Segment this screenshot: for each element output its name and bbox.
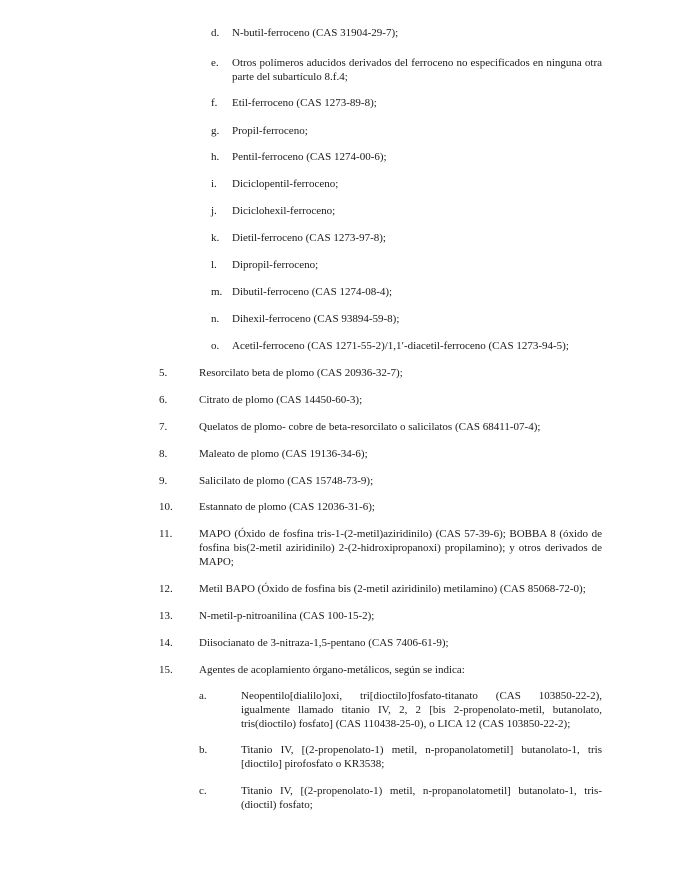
- item-number: 7.: [159, 421, 168, 433]
- item-text: Metil BAPO (Óxido de fosfina bis (2-metil aziridinilo) metilamino) (CAS 85068-72-0);: [199, 583, 586, 595]
- item-label: i.: [211, 178, 217, 190]
- item-number: 6.: [159, 394, 168, 406]
- item-text: Dietil-ferroceno (CAS 1273-97-8);: [232, 232, 386, 244]
- item-text: Acetil-ferroceno (CAS 1271-55-2)/1,1′-diacetil-ferroceno (CAS 1273-94-5);: [232, 340, 569, 352]
- item-label: k.: [211, 232, 220, 244]
- item-label: f.: [211, 97, 218, 109]
- item-text: Maleato de plomo (CAS 19136-34-6);: [199, 448, 368, 460]
- item-label: n.: [211, 313, 220, 325]
- item-number: 12.: [159, 583, 173, 595]
- item-text: Diisocianato de 3-nitraza-1,5-pentano (CAS 7406-61-9);: [199, 637, 449, 649]
- item-text: Pentil-ferroceno (CAS 1274-00-6);: [232, 151, 387, 163]
- item-text: Dipropil-ferroceno;: [232, 259, 319, 271]
- item-text: MAPO (Óxido de fosfina tris-1-(2-metil)aziridinilo) (CAS 57-39-6); BOBBA 8 (óxido de fosfina bis(2-metil aziridinilo) 2-(2-hidroxipropanoxi) propilamino); y otros derivados de MAPO;: [199, 528, 602, 568]
- item-text: Propil-ferroceno;: [232, 125, 308, 137]
- item-label: d.: [211, 27, 220, 39]
- item-text: Etil-ferroceno (CAS 1273-89-8);: [232, 97, 377, 109]
- item-label: b.: [199, 744, 208, 756]
- item-number: 10.: [159, 501, 173, 513]
- item-label: o.: [211, 340, 220, 352]
- item-label: a.: [199, 690, 207, 702]
- item-text: Neopentilo[dialilo]oxi, tri[dioctilo]fosfato-titanato (CAS 103850-22-2), igualmente llamado titanio IV, 2, 2 [bis 2-propenolato-metil, butanolato, tris(dioctilo) fosfato] (CAS 110438-25-0), o LICA 12 (CAS 103850-22-2);: [241, 690, 602, 730]
- item-text: N-butil-ferroceno (CAS 31904-29-7);: [232, 27, 399, 39]
- item-label: j.: [211, 205, 217, 217]
- item-text: Quelatos de plomo- cobre de beta-resorcilato o salicilatos (CAS 68411-07-4);: [199, 421, 541, 433]
- item-label: c.: [199, 785, 207, 797]
- item-number: 11.: [159, 528, 173, 540]
- item-text: Otros polímeros aducidos derivados del ferroceno no especificados en ninguna otra parte del subartículo 8.f.4;: [232, 57, 602, 83]
- item-text: Estannato de plomo (CAS 12036-31-6);: [199, 501, 375, 513]
- item-text: Agentes de acoplamiento órgano-metálicos, según se indica:: [199, 664, 465, 676]
- item-number: 5.: [159, 367, 168, 379]
- item-number: 14.: [159, 637, 173, 649]
- item-number: 8.: [159, 448, 168, 460]
- item-text: Dibutil-ferroceno (CAS 1274-08-4);: [232, 286, 393, 298]
- item-number: 15.: [159, 664, 173, 676]
- item-text: N-metil-p-nitroanilina (CAS 100-15-2);: [199, 610, 375, 622]
- item-text: Dihexil-ferroceno (CAS 93894-59-8);: [232, 313, 400, 325]
- item-number: 13.: [159, 610, 173, 622]
- item-label: l.: [211, 259, 217, 271]
- item-label: g.: [211, 125, 220, 137]
- item-text: Diciclohexil-ferroceno;: [232, 205, 336, 217]
- item-number: 9.: [159, 475, 168, 487]
- item-text: Titanio IV, [(2-propenolato-1) metil, n-propanolatometil] butanolato-1, tris [dioctilo] pirofosfato o KR3538;: [241, 744, 602, 770]
- item-text: Titanio IV, [(2-propenolato-1) metil, n-propanolatometil] butanolato-1, tris-(dioctil) fosfato;: [241, 785, 602, 811]
- item-text: Resorcilato beta de plomo (CAS 20936-32-7);: [199, 367, 403, 379]
- item-label: e.: [211, 57, 219, 69]
- item-text: Salicilato de plomo (CAS 15748-73-9);: [199, 475, 374, 487]
- item-label: h.: [211, 151, 220, 163]
- item-label: m.: [211, 286, 223, 298]
- item-text: Diciclopentil-ferroceno;: [232, 178, 339, 190]
- item-text: Citrato de plomo (CAS 14450-60-3);: [199, 394, 363, 406]
